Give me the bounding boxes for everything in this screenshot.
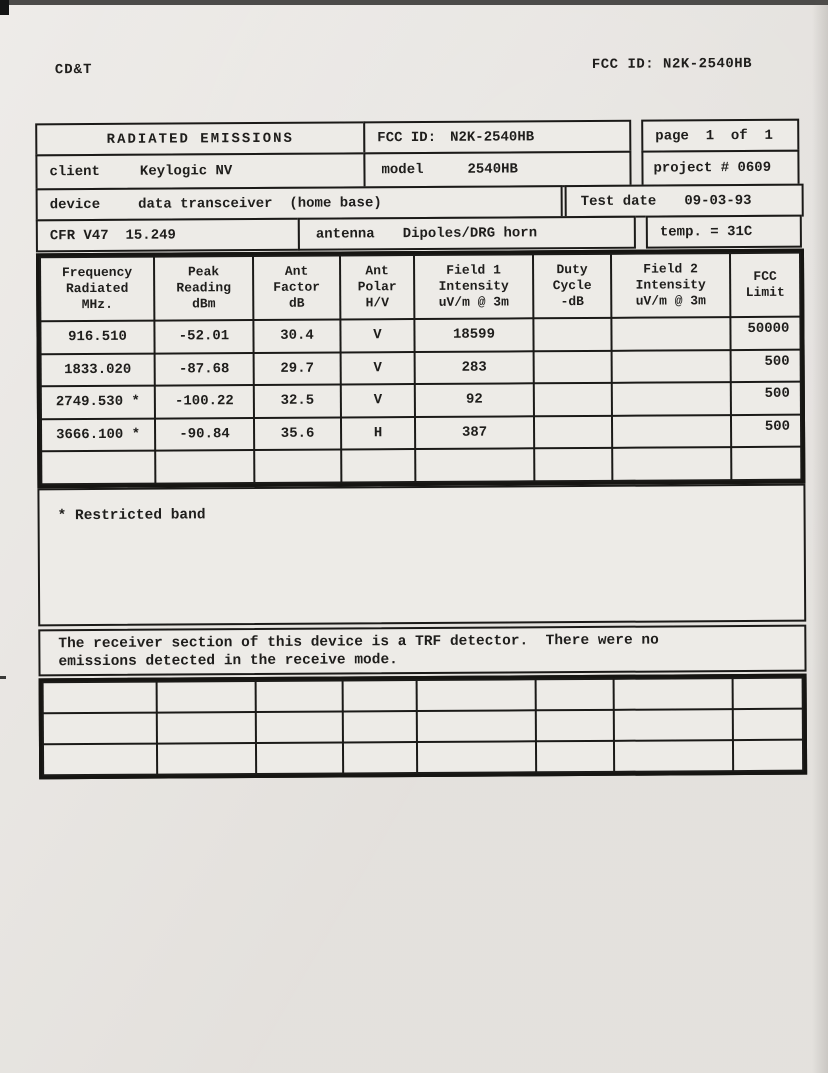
cell-peak-reading	[156, 451, 253, 482]
cell-field2-intensity	[613, 448, 730, 479]
blank-cell	[734, 679, 802, 708]
cell-ant-polar	[342, 450, 414, 481]
blank-cell	[418, 680, 535, 710]
fcc-id-label: FCC ID:	[377, 129, 437, 146]
blank-cell	[344, 743, 416, 772]
cell-ant-factor: 30.4	[254, 320, 339, 351]
blank-cell	[44, 745, 156, 775]
cell-fcc-limit: 50000	[731, 318, 799, 349]
model-label: model	[381, 161, 424, 179]
cell-ant-factor	[255, 450, 340, 481]
blank-cell	[344, 712, 416, 741]
cell-field2-intensity	[613, 416, 730, 447]
page-number-cell: page 1 of 1	[641, 119, 799, 153]
emissions-table	[36, 249, 805, 488]
column-header-peak-reading: Peak Reading dBm	[155, 257, 252, 320]
blank-cell	[615, 679, 732, 709]
blank-cell	[257, 743, 342, 773]
cfr-rule-cell: CFR V47 15.249	[36, 218, 300, 253]
blank-cell	[734, 710, 802, 739]
antenna-value: Dipoles/DRG horn	[402, 224, 538, 242]
test-date-label: Test date	[580, 193, 657, 210]
info-table	[35, 119, 804, 253]
model-value: 2540HB	[467, 161, 518, 178]
cell-duty-cycle	[535, 384, 611, 415]
test-date-cell	[565, 184, 804, 218]
temperature-cell: temp. = 31C	[646, 215, 802, 249]
model-cell	[363, 151, 631, 189]
cell-duty-cycle	[535, 351, 611, 382]
client-value: Keylogic NV	[139, 163, 233, 180]
blank-cell	[158, 682, 255, 712]
blank-cell	[44, 714, 156, 744]
cell-duty-cycle	[535, 416, 611, 447]
cell-peak-reading: -100.22	[156, 386, 253, 417]
cell-field1-intensity: 18599	[415, 319, 532, 350]
cell-ant-factor: 35.6	[255, 418, 340, 449]
project-number-cell: project # 0609	[641, 150, 799, 187]
cell-field1-intensity	[416, 449, 533, 480]
cell-peak-reading: -87.68	[156, 354, 253, 385]
column-header-ant-factor: Ant Factor dB	[254, 256, 339, 319]
cell-peak-reading: -52.01	[155, 321, 252, 352]
cell-fcc-limit	[732, 448, 800, 479]
cell-fcc-limit: 500	[732, 350, 800, 381]
page-header-fcc-id: FCC ID: N2K-2540HB	[591, 55, 753, 73]
fcc-id-value: N2K-2540HB	[450, 128, 535, 146]
blank-cell	[537, 680, 613, 709]
report-title: RADIATED EMISSIONS	[35, 121, 365, 156]
blank-grid	[39, 674, 808, 780]
cell-duty-cycle	[535, 449, 611, 480]
cell-duty-cycle	[534, 319, 610, 350]
blank-cell	[257, 712, 342, 742]
blank-cell	[615, 741, 732, 771]
blank-cell	[418, 711, 535, 741]
cell-fcc-limit: 500	[732, 383, 800, 414]
column-header-field2-intensity: Field 2 Intensity uV/m @ 3m	[612, 254, 729, 317]
column-header-fcc-limit: FCC Limit	[731, 254, 799, 316]
blank-cell	[257, 681, 342, 711]
blank-cell	[158, 713, 255, 743]
fcc-id-cell	[363, 120, 631, 155]
cell-field1-intensity: 283	[416, 352, 533, 383]
cell-frequency: 3666.100 *	[42, 419, 154, 450]
company-label: CD&T	[54, 61, 93, 79]
cell-frequency	[42, 452, 154, 483]
cell-field2-intensity	[612, 318, 729, 349]
cell-ant-factor: 29.7	[255, 353, 340, 384]
blank-cell	[344, 681, 416, 710]
cell-field1-intensity: 387	[416, 417, 533, 448]
cell-ant-factor: 32.5	[255, 385, 340, 416]
cell-ant-polar: V	[342, 385, 414, 416]
cell-ant-polar: V	[342, 353, 414, 384]
blank-cell	[537, 711, 613, 740]
client-label: client	[49, 163, 100, 181]
cell-frequency: 916.510	[41, 322, 153, 353]
info-row-standard	[36, 215, 804, 253]
device-label: device	[49, 196, 101, 213]
client-cell	[35, 152, 365, 190]
device-value: data transceiver (home base)	[138, 194, 382, 213]
cell-ant-polar: V	[341, 320, 413, 351]
blank-cell	[418, 742, 535, 772]
blank-cell	[615, 710, 732, 740]
column-header-field1-intensity: Field 1 Intensity uV/m @ 3m	[415, 255, 532, 318]
test-date-value: 09-03-93	[684, 192, 752, 209]
blank-cell	[537, 742, 613, 771]
cell-field2-intensity	[613, 351, 730, 382]
cell-field2-intensity	[613, 383, 730, 414]
column-header-frequency: Frequency Radiated MHz.	[41, 258, 153, 321]
cell-peak-reading: -90.84	[156, 419, 253, 450]
blank-cell	[734, 741, 802, 770]
blank-cell	[44, 683, 156, 713]
cell-fcc-limit: 500	[732, 415, 800, 446]
column-header-ant-polar: Ant Polar H/V	[341, 256, 413, 318]
restricted-band-note: * Restricted band	[37, 484, 806, 627]
cell-frequency: 2749.530 *	[42, 387, 154, 418]
antenna-label: antenna	[315, 225, 375, 243]
cell-ant-polar: H	[342, 418, 414, 449]
cell-field1-intensity: 92	[416, 384, 533, 415]
cell-frequency: 1833.020	[42, 354, 154, 385]
column-header-duty-cycle: Duty Cycle -dB	[534, 255, 610, 317]
receiver-mode-note: The receiver section of this device is a TRF detector. There were no emissions detected in the receive mode.	[38, 625, 806, 677]
blank-cell	[158, 744, 255, 774]
antenna-cell	[298, 216, 636, 251]
